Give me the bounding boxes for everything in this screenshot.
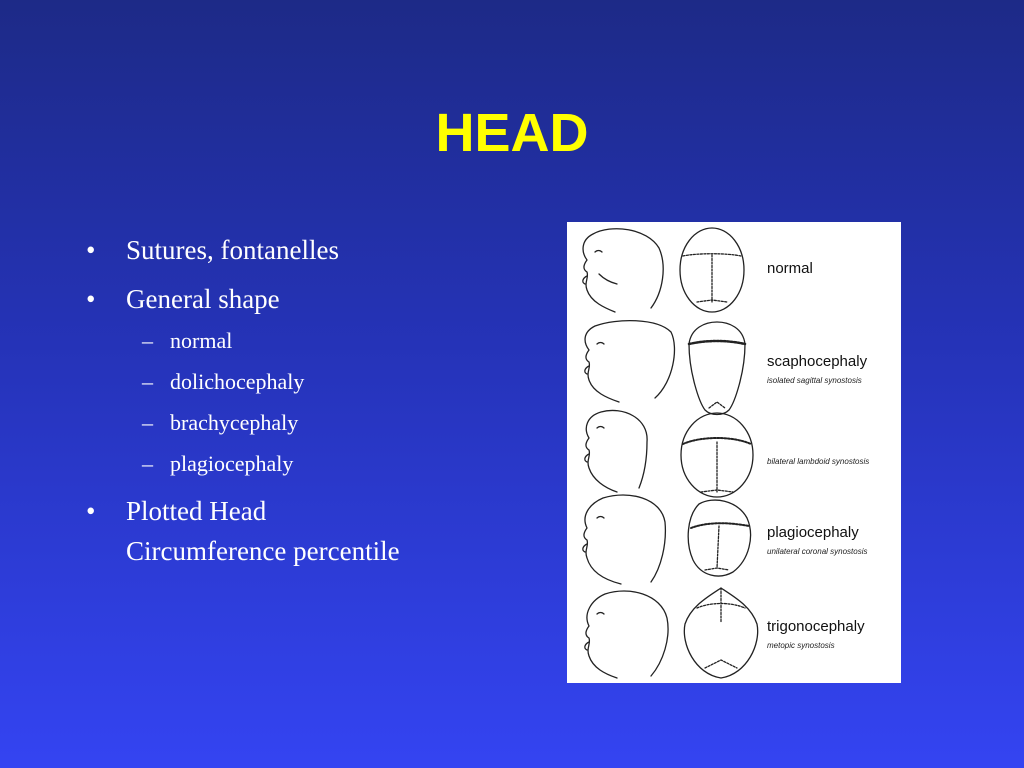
sub-bullet-item <box>86 448 526 479</box>
slide-title: HEAD <box>435 103 589 163</box>
sub-bullet-item <box>86 325 526 356</box>
bullet-text: Sutures, fontanelles <box>126 235 339 265</box>
bullet-marker: • <box>86 235 96 265</box>
sub-bullet-text: normal <box>170 328 233 353</box>
top-view-plagiocephaly <box>688 500 750 576</box>
profile-head-normal <box>583 229 663 312</box>
skull-drawings <box>567 222 901 683</box>
profile-head-plagiocephaly <box>583 495 666 584</box>
bullet-text: General shape <box>126 284 280 314</box>
label-trigonocephaly: trigonocephaly <box>767 618 865 635</box>
bullet-marker: • <box>86 284 96 314</box>
bullet-text-line-1: Plotted Head <box>126 496 267 526</box>
label-scaphocephaly: scaphocephaly <box>767 353 868 370</box>
profile-head-scaphocephaly <box>585 321 675 402</box>
skull-shapes-figure <box>567 222 901 683</box>
sub-bullet-text: dolichocephaly <box>170 369 305 394</box>
bullet-item <box>86 491 526 571</box>
sub-bullet-item <box>86 366 526 397</box>
profile-head-lambdoid <box>585 410 647 492</box>
sub-bullet-marker: – <box>142 410 153 435</box>
sublabel-plagiocephaly: unilateral coronal synostosis <box>767 547 868 556</box>
label-normal: normal <box>767 260 813 277</box>
top-view-trigonocephaly <box>684 588 757 678</box>
bullet-list <box>86 230 526 580</box>
bullet-text-line-2: Circumference percentile <box>126 536 400 566</box>
profile-head-trigonocephaly <box>585 591 668 678</box>
sub-bullet-marker: – <box>142 328 153 353</box>
top-view-normal <box>680 228 744 312</box>
bullet-item <box>86 279 526 319</box>
label-plagiocephaly: plagiocephaly <box>767 524 859 541</box>
sublabel-scaphocephaly: isolated sagittal synostosis <box>767 376 862 385</box>
bullet-marker: • <box>86 496 96 526</box>
sublabel-lambdoid: bilateral lambdoid synostosis <box>767 457 870 466</box>
top-view-scaphocephaly <box>689 322 745 415</box>
sub-bullet-item <box>86 407 526 438</box>
sub-bullet-text: brachycephaly <box>170 410 299 435</box>
bullet-item <box>86 230 526 270</box>
sub-bullet-marker: – <box>142 451 153 476</box>
top-view-lambdoid <box>681 413 753 497</box>
sub-bullet-marker: – <box>142 369 153 394</box>
sub-bullet-text: plagiocephaly <box>170 451 294 476</box>
sublabel-trigonocephaly: metopic synostosis <box>767 641 835 650</box>
